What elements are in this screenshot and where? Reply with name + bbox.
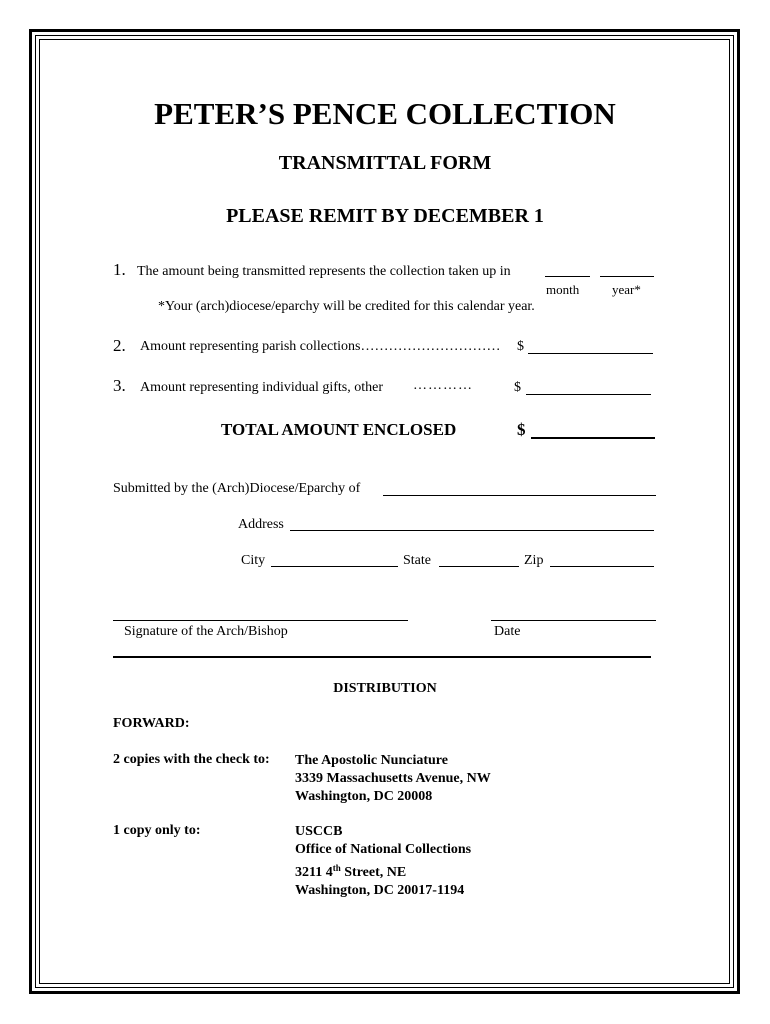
- total-amount-field[interactable]: [531, 437, 655, 439]
- section-divider: [113, 656, 651, 658]
- date-field[interactable]: [491, 620, 656, 621]
- item3-dots: …………: [413, 378, 473, 393]
- item3-text: Amount representing individual gifts, other: [140, 380, 384, 395]
- usccb-address: [295, 823, 471, 900]
- diocese-field[interactable]: [383, 495, 656, 496]
- individual-gifts-amount-field[interactable]: [526, 394, 651, 395]
- usccb-street-name: Street, NE: [340, 865, 407, 880]
- state-field[interactable]: [439, 566, 519, 567]
- total-currency: $: [517, 420, 526, 439]
- parish-collections-amount-field[interactable]: [528, 353, 653, 354]
- zip-field[interactable]: [550, 566, 654, 567]
- date-label: Date: [494, 624, 521, 639]
- month-field[interactable]: [545, 276, 590, 277]
- usccb-street-ordinal: th: [332, 863, 341, 873]
- total-label: TOTAL AMOUNT ENCLOSED: [221, 420, 457, 439]
- month-label: month: [546, 282, 580, 297]
- second-recipient-label: 1 copy only to:: [113, 823, 201, 838]
- usccb-street-number: 3211 4: [295, 865, 333, 880]
- submitted-by-label: Submitted by the (Arch)Diocese/Eparchy of: [113, 481, 361, 496]
- forward-label: FORWARD:: [113, 716, 190, 731]
- remit-deadline: PLEASE REMIT BY DECEMBER 1: [226, 205, 544, 227]
- address-label: Address: [238, 517, 284, 532]
- first-recipient-label: 2 copies with the check to:: [113, 752, 270, 767]
- nunciature-street: 3339 Massachusetts Avenue, NW: [295, 771, 491, 786]
- year-label: year*: [612, 282, 641, 297]
- item3-currency: $: [514, 380, 521, 395]
- city-label: City: [241, 553, 266, 568]
- usccb-city: Washington, DC 20017-1194: [295, 883, 465, 898]
- city-field[interactable]: [271, 566, 398, 567]
- zip-label: Zip: [524, 553, 544, 568]
- item1-text: The amount being transmitted represents the collection taken up in: [137, 264, 511, 279]
- form-subtitle: TRANSMITTAL FORM: [278, 152, 492, 174]
- nunciature-address: [295, 752, 491, 806]
- distribution-heading: DISTRIBUTION: [333, 681, 437, 696]
- item3-number: 3.: [113, 376, 126, 395]
- usccb-street: [295, 859, 471, 882]
- state-label: State: [403, 553, 431, 568]
- year-field[interactable]: [600, 276, 654, 277]
- item1-number: 1.: [113, 260, 126, 279]
- signature-label: Signature of the Arch/Bishop: [124, 624, 288, 639]
- item2-number: 2.: [113, 336, 126, 355]
- item2-currency: $: [517, 339, 524, 354]
- nunciature-name: The Apostolic Nunciature: [295, 753, 448, 768]
- usccb-office: Office of National Collections: [295, 842, 472, 857]
- item2-text: Amount representing parish collections…………………………: [140, 339, 501, 354]
- usccb-name: USCCB: [295, 824, 343, 839]
- nunciature-city: Washington, DC 20008: [295, 789, 433, 804]
- address-field[interactable]: [290, 530, 654, 531]
- calendar-year-note: *Your (arch)diocese/eparchy will be credited for this calendar year.: [158, 299, 535, 314]
- signature-field[interactable]: [113, 620, 408, 621]
- form-title: PETER’S PENCE COLLECTION: [154, 96, 616, 131]
